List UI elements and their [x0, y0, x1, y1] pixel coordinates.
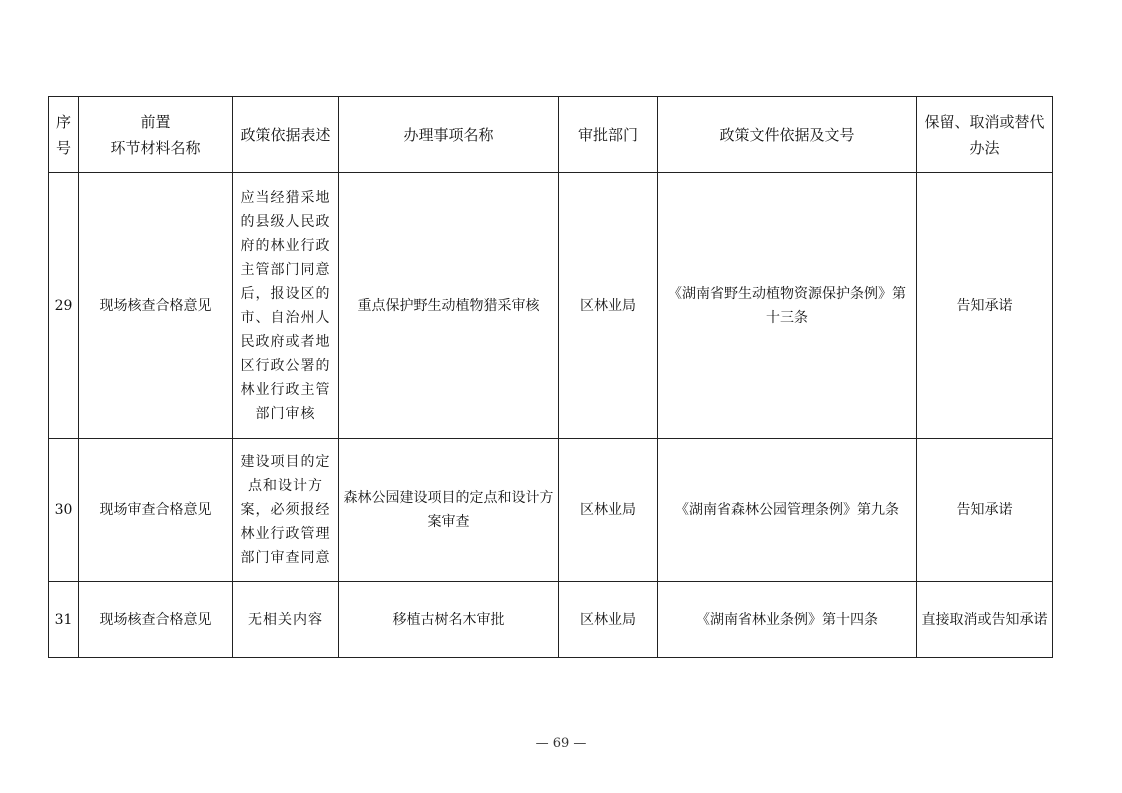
cell-material: 现场核查合格意见 [79, 173, 233, 439]
header-method: 保留、取消或替代 办法 [917, 97, 1053, 173]
cell-item: 移植古树名木审批 [339, 582, 559, 658]
header-seq: 序 号 [49, 97, 79, 173]
cell-basis: 应当经猎采地的县级人民政府的林业行政主管部门同意后，报设区的市、自治州人民政府或者地区行政公署的林业行政主管部门审核 [233, 173, 339, 439]
table-row [49, 173, 1053, 439]
header-doc: 政策文件依据及文号 [658, 97, 917, 173]
cell-item: 重点保护野生动植物猎采审核 [339, 173, 559, 439]
cell-seq: 29 [49, 173, 79, 439]
cell-doc: 《湖南省林业条例》第十四条 [658, 582, 917, 658]
page-number: — 69 — [535, 736, 587, 751]
header-basis: 政策依据表述 [233, 97, 339, 173]
cell-doc: 《湖南省森林公园管理条例》第九条 [658, 439, 917, 582]
header-item: 办理事项名称 [339, 97, 559, 173]
header-dept: 审批部门 [559, 97, 658, 173]
cell-dept: 区林业局 [559, 582, 658, 658]
cell-seq: 30 [49, 439, 79, 582]
cell-item: 森林公园建设项目的定点和设计方案审查 [339, 439, 559, 582]
cell-material: 现场核查合格意见 [79, 582, 233, 658]
cell-dept: 区林业局 [559, 439, 658, 582]
table-row [49, 439, 1053, 582]
cell-seq: 31 [49, 582, 79, 658]
cell-method: 直接取消或告知承诺 [917, 582, 1053, 658]
table-row [49, 582, 1053, 658]
cell-method: 告知承诺 [917, 439, 1053, 582]
cell-doc: 《湖南省野生动植物资源保护条例》第十三条 [658, 173, 917, 439]
cell-material: 现场审查合格意见 [79, 439, 233, 582]
policy-table [48, 96, 1053, 658]
cell-basis: 无相关内容 [233, 582, 339, 658]
cell-basis: 建设项目的定点和设计方案，必须报经林业行政管理部门审查同意 [233, 439, 339, 582]
table-header-row [49, 97, 1053, 173]
cell-dept: 区林业局 [559, 173, 658, 439]
header-material: 前置 环节材料名称 [79, 97, 233, 173]
cell-method: 告知承诺 [917, 173, 1053, 439]
